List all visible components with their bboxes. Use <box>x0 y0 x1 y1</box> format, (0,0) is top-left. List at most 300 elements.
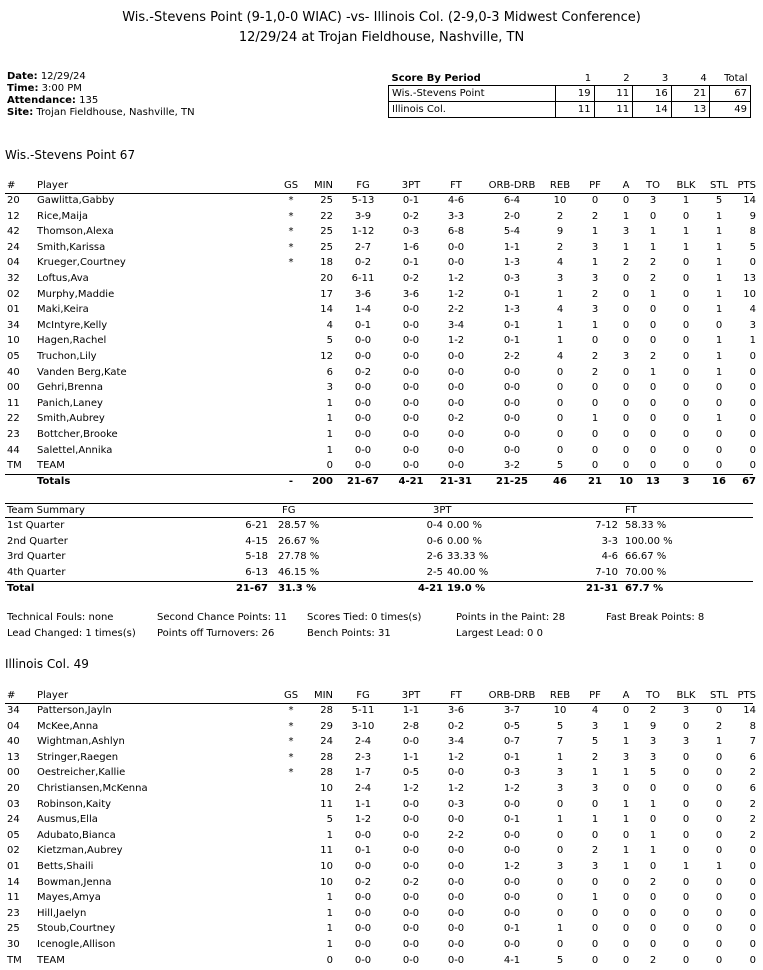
player-name: Smith,Aubrey <box>37 413 105 425</box>
lead-changed <box>7 628 136 639</box>
steals: 0 <box>715 397 723 409</box>
free-throws: 0-0 <box>447 429 465 440</box>
blocks: 0 <box>682 923 690 935</box>
period-1-header: 1 <box>584 72 592 84</box>
minutes: 28 <box>320 751 333 763</box>
field-goals: 1-4 <box>354 304 372 316</box>
field-goals: 0-1 <box>354 319 372 331</box>
points: 10 <box>743 288 756 300</box>
turnovers: 0 <box>649 397 657 409</box>
sbp-score: 11 <box>594 102 633 118</box>
points: 0 <box>749 892 756 904</box>
summary-3pt: 0-6 <box>426 535 443 547</box>
player-row <box>0 195 763 211</box>
team-summary-header <box>0 505 763 521</box>
personal-fouls: 1 <box>591 413 599 425</box>
jersey-number: 32 <box>7 273 20 284</box>
three-pointers: 0-0 <box>402 845 420 857</box>
off-def-rebounds: 1-2 <box>503 783 521 794</box>
player-name: Murphy,Maddie <box>37 288 115 300</box>
total-minutes: 200 <box>312 476 333 487</box>
turnovers: 0 <box>649 444 657 456</box>
jersey-number: 05 <box>7 829 20 841</box>
minutes: 4 <box>326 319 333 331</box>
field-goals: 0-0 <box>354 829 372 841</box>
three-pointers: 0-0 <box>402 829 420 841</box>
off-def-rebounds: 0-1 <box>503 288 521 300</box>
off-def-rebounds: 1-3 <box>503 304 521 316</box>
free-throws: 0-3 <box>447 798 465 810</box>
minutes: 1 <box>326 939 333 950</box>
largest-lead-value: 0 0 <box>527 628 543 639</box>
player-name: Robinson,Kaity <box>37 798 112 810</box>
points-off-turnovers <box>157 628 274 639</box>
steals: 1 <box>715 226 723 238</box>
player-name: Stoub,Courtney <box>37 923 116 935</box>
date-value: 12/29/24 <box>40 71 86 82</box>
summary-fg: 6-13 <box>245 566 268 578</box>
player-row <box>0 877 763 893</box>
personal-fouls: 3 <box>591 304 599 316</box>
turnovers: 0 <box>649 382 657 394</box>
minutes: 0 <box>326 954 333 966</box>
player-row <box>0 814 763 830</box>
free-throws: 2-2 <box>447 829 465 841</box>
games-started: * <box>288 767 294 779</box>
three-pointers: 0-0 <box>402 798 420 810</box>
turnovers: 1 <box>649 829 657 841</box>
off-def-rebounds: 0-0 <box>503 876 521 888</box>
steals: 0 <box>715 767 723 779</box>
free-throws: 1-2 <box>447 273 465 284</box>
player-name-header: Player <box>37 690 69 701</box>
turnovers: 2 <box>649 273 657 284</box>
steals: 0 <box>715 429 723 440</box>
rebounds-header: REB <box>549 180 571 191</box>
off-def-rebounds: 0-5 <box>503 720 521 732</box>
blocks: 3 <box>682 736 690 748</box>
three-pointers: 0-5 <box>402 767 420 779</box>
games-started: * <box>288 226 294 238</box>
personal-fouls: 2 <box>591 751 599 763</box>
turnovers-label: Points off Turnovers: <box>157 628 259 639</box>
free-throws: 0-0 <box>447 397 465 409</box>
blocks: 0 <box>682 210 690 222</box>
steals: 0 <box>715 939 723 950</box>
assists: 1 <box>622 845 630 857</box>
jersey-number: 42 <box>7 226 20 238</box>
turnovers: 9 <box>649 720 657 732</box>
points: 0 <box>749 257 756 269</box>
player-name: Oestreicher,Kallie <box>37 767 126 779</box>
field-goals: 0-0 <box>354 954 372 966</box>
rebounds: 5 <box>556 954 564 966</box>
attendance-value: 135 <box>79 95 99 106</box>
minutes: 10 <box>320 876 333 888</box>
summary-ft: 21-31 <box>586 583 618 594</box>
turnovers: 0 <box>649 210 657 222</box>
total-turnovers: 13 <box>646 476 660 487</box>
steals-header: STL <box>709 690 729 701</box>
steals: 0 <box>715 783 723 794</box>
rebounds: 3 <box>556 783 564 794</box>
summary-divider <box>5 503 753 504</box>
turnovers: 2 <box>649 705 657 716</box>
minutes: 28 <box>320 767 333 779</box>
player-name: McKee,Anna <box>37 720 99 732</box>
rebounds: 4 <box>556 257 564 269</box>
personal-fouls: 2 <box>591 366 599 378</box>
free-throws: 0-0 <box>447 939 465 950</box>
steals: 0 <box>715 845 723 857</box>
rebounds: 9 <box>556 226 564 238</box>
player-row <box>0 382 763 398</box>
player-row <box>0 429 763 445</box>
total-three-pointers: 4-21 <box>398 476 424 487</box>
player-name: TEAM <box>37 460 65 472</box>
rebounds: 3 <box>556 861 564 872</box>
points: 0 <box>749 444 756 456</box>
blocks-header: BLK <box>676 180 696 191</box>
summary-fg: 4-15 <box>245 535 268 547</box>
three-pointers: 0-0 <box>402 892 420 904</box>
technical-fouls-value: none <box>88 612 114 623</box>
turnovers: 2 <box>649 257 657 269</box>
total-steals: 16 <box>712 476 726 487</box>
jersey-number: 44 <box>7 444 20 456</box>
player-row <box>0 226 763 242</box>
points: 9 <box>749 210 756 222</box>
field-goals: 5-13 <box>351 195 375 206</box>
assists: 0 <box>622 783 630 794</box>
free-throws: 0-0 <box>447 460 465 472</box>
player-name: Ausmus,Ella <box>37 814 98 826</box>
personal-fouls-header: PF <box>589 690 601 701</box>
assists: 0 <box>622 304 630 316</box>
turnovers: 3 <box>649 195 657 206</box>
free-throws-header: FT <box>450 690 462 701</box>
steals: 1 <box>715 273 723 284</box>
field-goals: 1-2 <box>354 814 372 826</box>
blocks: 1 <box>682 861 690 872</box>
player-row <box>0 413 763 429</box>
summary-fg: 6-21 <box>245 520 268 531</box>
free-throws: 4-6 <box>447 195 465 206</box>
largest-lead <box>456 628 543 639</box>
off-def-rebounds: 0-1 <box>503 814 521 826</box>
date-line <box>7 71 86 82</box>
points: 5 <box>749 241 756 253</box>
total-free-throws: 21-31 <box>440 476 472 487</box>
lead-changed-value: 1 times(s) <box>85 628 136 639</box>
paint-value: 28 <box>552 612 566 623</box>
three-pointers: 0-0 <box>402 382 420 394</box>
blocks: 0 <box>682 273 690 284</box>
free-throws: 1-2 <box>447 751 465 763</box>
off-def-rebounds-header: ORB-DRB <box>488 690 536 701</box>
blocks: 0 <box>682 907 690 919</box>
date-label: Date: <box>7 71 38 82</box>
off-def-rebounds: 2-2 <box>503 351 521 362</box>
minutes: 11 <box>320 845 333 857</box>
total-field-goals: 21-67 <box>347 476 379 487</box>
player-row <box>0 939 763 955</box>
games-started: * <box>288 210 294 222</box>
minutes: 25 <box>320 226 333 238</box>
turnovers: 1 <box>649 288 657 300</box>
off-def-rebounds: 6-4 <box>503 195 521 206</box>
sbp-score: 11 <box>594 86 633 102</box>
second-chance-label: Second Chance Points: <box>157 612 272 623</box>
player-name: Gawlitta,Gabby <box>37 195 115 206</box>
field-goals: 0-0 <box>354 382 372 394</box>
personal-fouls: 0 <box>591 429 599 440</box>
minutes: 1 <box>326 413 333 425</box>
turnovers: 0 <box>649 429 657 440</box>
points: 0 <box>749 382 756 394</box>
personal-fouls: 0 <box>591 876 599 888</box>
fast-break-value: 8 <box>697 612 705 623</box>
minutes: 28 <box>320 705 333 716</box>
blocks: 0 <box>682 460 690 472</box>
field-goals: 0-1 <box>354 845 372 857</box>
away-team-heading: Illinois Col. 49 <box>5 657 89 671</box>
rebounds: 0 <box>556 798 564 810</box>
summary-fg: 5-18 <box>245 551 268 563</box>
total-personal-fouls: 21 <box>588 476 602 487</box>
player-name: Salettel,Annika <box>37 444 113 456</box>
score-by-period-header <box>389 71 751 86</box>
jersey-number: 00 <box>7 767 20 779</box>
points: 6 <box>749 751 756 763</box>
player-row <box>0 845 763 861</box>
player-row <box>0 320 763 336</box>
summary-ft-pct: 100.00 % <box>625 535 673 547</box>
three-pointers: 0-3 <box>402 226 420 238</box>
minutes: 1 <box>326 907 333 919</box>
attendance-line <box>7 95 98 106</box>
games-started-header: GS <box>284 690 299 701</box>
steals: 0 <box>715 923 723 935</box>
personal-fouls: 0 <box>591 195 599 206</box>
personal-fouls: 0 <box>591 460 599 472</box>
jersey-number: TM <box>7 954 22 966</box>
player-name: Thomson,Alexa <box>37 226 114 238</box>
free-throws-header: FT <box>450 180 462 191</box>
summary-ft-pct: 70.00 % <box>625 566 667 578</box>
period-2-header: 2 <box>623 72 630 84</box>
field-goals: 0-0 <box>354 413 372 425</box>
assists: 0 <box>622 195 630 206</box>
game-title: Wis.-Stevens Point (9-1,0-0 WIAC) -vs- Illinois Col. (2-9,0-3 Midwest Conference) <box>122 10 641 25</box>
blocks: 1 <box>682 226 690 238</box>
off-def-rebounds: 0-3 <box>503 767 521 779</box>
player-name: Gehri,Brenna <box>37 382 104 394</box>
points: 6 <box>749 783 756 794</box>
field-goals: 0-0 <box>354 939 372 950</box>
jersey-number: 05 <box>7 351 20 362</box>
bench-points <box>307 628 391 639</box>
summary-fg-pct: 27.78 % <box>278 551 320 563</box>
assists: 0 <box>622 444 630 456</box>
off-def-rebounds: 1-1 <box>503 241 521 253</box>
home-totals-divider <box>5 474 753 475</box>
player-row <box>0 351 763 367</box>
minutes: 0 <box>326 460 333 472</box>
field-goals-header: FG <box>356 690 370 701</box>
games-started: * <box>288 257 294 269</box>
steals: 1 <box>715 288 723 300</box>
assists: 0 <box>622 892 630 904</box>
rebounds: 1 <box>556 814 564 826</box>
assists: 0 <box>622 273 630 284</box>
steals: 1 <box>715 304 723 316</box>
off-def-rebounds: 0-0 <box>503 798 521 810</box>
summary-quarter-row <box>0 536 763 552</box>
assists: 0 <box>622 923 630 935</box>
three-pointers: 0-0 <box>402 413 420 425</box>
player-row <box>0 398 763 414</box>
sbp-total: 67 <box>710 86 751 102</box>
player-name: Bottcher,Brooke <box>37 429 118 440</box>
rebounds: 10 <box>553 195 567 206</box>
player-row <box>0 257 763 273</box>
total-games-started: - <box>288 476 294 487</box>
personal-fouls: 1 <box>591 814 599 826</box>
summary-3pt: 4-21 <box>417 583 443 594</box>
minutes: 6 <box>326 366 333 378</box>
points: 0 <box>749 923 756 935</box>
player-row <box>0 830 763 846</box>
technical-fouls <box>7 612 113 623</box>
rebounds: 1 <box>556 335 564 347</box>
turnovers: 0 <box>649 413 657 425</box>
jersey-number: 30 <box>7 939 20 950</box>
turnovers: 0 <box>649 923 657 935</box>
field-goals: 5-11 <box>351 705 375 716</box>
turnovers-header: TO <box>646 690 660 701</box>
player-name: Hill,Jaelyn <box>37 907 87 919</box>
field-goals: 6-11 <box>351 273 375 284</box>
three-pointers: 0-2 <box>402 210 420 222</box>
free-throws: 0-0 <box>447 907 465 919</box>
blocks: 0 <box>682 876 690 888</box>
summary-ft: 7-10 <box>595 566 618 578</box>
total-assists: 10 <box>619 476 633 487</box>
summary-period-label: 1st Quarter <box>7 520 65 531</box>
rebounds: 0 <box>556 397 564 409</box>
turnovers: 2 <box>649 876 657 888</box>
player-row <box>0 861 763 877</box>
off-def-rebounds: 2-0 <box>503 210 521 222</box>
blocks: 1 <box>682 195 690 206</box>
steals: 1 <box>715 241 723 253</box>
off-def-rebounds: 1-2 <box>503 861 521 872</box>
blocks: 0 <box>682 829 690 841</box>
personal-fouls: 1 <box>591 892 599 904</box>
blocks: 0 <box>682 397 690 409</box>
free-throws: 3-6 <box>447 705 465 716</box>
time-label: Time: <box>7 83 39 94</box>
three-pointers: 0-0 <box>402 304 420 316</box>
points: 0 <box>749 845 756 857</box>
site-label: Site: <box>7 107 34 118</box>
steals: 0 <box>715 876 723 888</box>
free-throws: 0-0 <box>447 382 465 394</box>
personal-fouls: 0 <box>591 798 599 810</box>
sbp-score: 11 <box>556 102 595 118</box>
jersey-number: 10 <box>7 335 20 347</box>
turnovers: 0 <box>649 892 657 904</box>
summary-ft-header: FT <box>625 505 637 516</box>
site-value: Trojan Fieldhouse, Nashville, TN <box>36 107 195 118</box>
minutes-header: MIN <box>313 180 333 191</box>
team-summary-label: Team Summary <box>7 505 85 516</box>
minutes: 14 <box>320 304 333 316</box>
assists: 0 <box>622 876 630 888</box>
turnovers: 0 <box>649 907 657 919</box>
turnovers: 0 <box>649 783 657 794</box>
player-row <box>0 304 763 320</box>
rebounds: 0 <box>556 429 564 440</box>
three-pointers: 0-0 <box>402 907 420 919</box>
rebounds: 2 <box>556 241 564 253</box>
rebounds: 3 <box>556 767 564 779</box>
turnovers: 3 <box>649 736 657 748</box>
blocks: 0 <box>682 939 690 950</box>
jersey-number: 03 <box>7 798 20 810</box>
free-throws: 3-4 <box>447 319 465 331</box>
three-pointers: 0-0 <box>402 335 420 347</box>
minutes-header: MIN <box>313 690 333 701</box>
jersey-number: 22 <box>7 413 20 425</box>
jersey-number: 02 <box>7 845 20 857</box>
field-goals: 0-0 <box>354 923 372 935</box>
off-def-rebounds: 0-0 <box>503 444 521 456</box>
steals: 1 <box>715 736 723 748</box>
games-started: * <box>288 720 294 732</box>
assists: 1 <box>622 767 630 779</box>
second-chance-points <box>157 612 287 623</box>
player-row <box>0 752 763 768</box>
rebounds: 0 <box>556 939 564 950</box>
turnovers: 1 <box>649 798 657 810</box>
jersey-number: 24 <box>7 241 20 253</box>
player-name: TEAM <box>37 954 65 966</box>
assists: 0 <box>622 907 630 919</box>
personal-fouls: 0 <box>591 829 599 841</box>
summary-3pt-header: 3PT <box>433 505 452 516</box>
three-pointers: 2-8 <box>402 720 420 732</box>
turnovers: 0 <box>649 319 657 331</box>
steals: 0 <box>715 705 723 716</box>
player-row <box>0 705 763 721</box>
personal-fouls: 0 <box>591 444 599 456</box>
fast-break-points <box>606 612 704 623</box>
three-pointers: 1-1 <box>402 705 420 716</box>
personal-fouls: 3 <box>591 720 599 732</box>
home-totals-row <box>0 476 763 492</box>
assists: 1 <box>622 861 630 872</box>
points: 0 <box>749 351 756 362</box>
assists: 3 <box>622 351 630 362</box>
three-pointers: 0-0 <box>402 954 420 966</box>
home-team-heading: Wis.-Stevens Point 67 <box>5 148 136 162</box>
field-goals: 0-2 <box>354 257 372 269</box>
summary-ft: 7-12 <box>595 520 618 531</box>
free-throws: 0-0 <box>447 351 465 362</box>
total-off-def-rebounds: 21-25 <box>496 476 528 487</box>
